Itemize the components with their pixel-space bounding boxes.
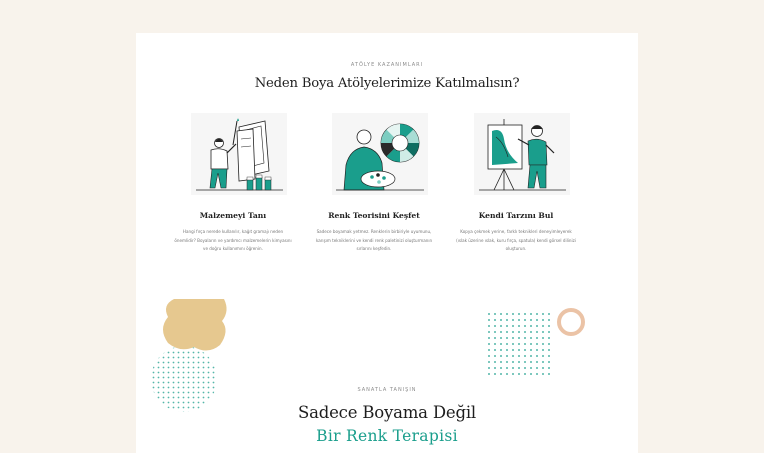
hero-subtitle: Bir Renk Terapisi xyxy=(316,427,458,445)
card-description: Sadece boyamak yetmez. Renklerin birbiriyle uyumunu, karışım tekniklerini ve kendi renk paletinizi oluşturmanın sırlarını keşfedin. xyxy=(315,229,433,252)
page-panel xyxy=(136,33,638,453)
section-title: Neden Boya Atölyelerimize Katılmalısın? xyxy=(254,76,520,91)
card-title: Malzemeyi Tanı xyxy=(199,211,267,220)
card-title: Renk Teorisini Keşfet xyxy=(328,211,420,220)
section-eyebrow: ATÖLYE KAZANIMLARI xyxy=(350,62,424,68)
painter-easel-illustration xyxy=(191,113,287,195)
color-wheel-illustration xyxy=(332,113,428,195)
dot-grid-decoration xyxy=(486,311,554,379)
card-description: Kopya çekmek yerine, farklı teknikleri deneyimleyerek (ıslak üzerine ıslak, kuru fırça, spatula) kendi görsel dilinizi oluşturun. xyxy=(456,229,576,252)
hero-title: Sadece Boyama Değil xyxy=(298,403,476,422)
card-description: Hangi fırça nerede kullanılır, kağıt gramajı neden önemlidir? Boyaların ve yardımcı malzemelerin kimyasını ve doğru kullanımını öğrenin. xyxy=(174,229,292,252)
ring-decoration xyxy=(555,305,589,339)
artist-canvas-illustration xyxy=(474,113,570,195)
blob-dots-decoration xyxy=(146,295,236,415)
section-eyebrow: SANATLA TANIŞIN xyxy=(357,387,417,393)
card-title: Kendi Tarzını Bul xyxy=(478,211,554,220)
